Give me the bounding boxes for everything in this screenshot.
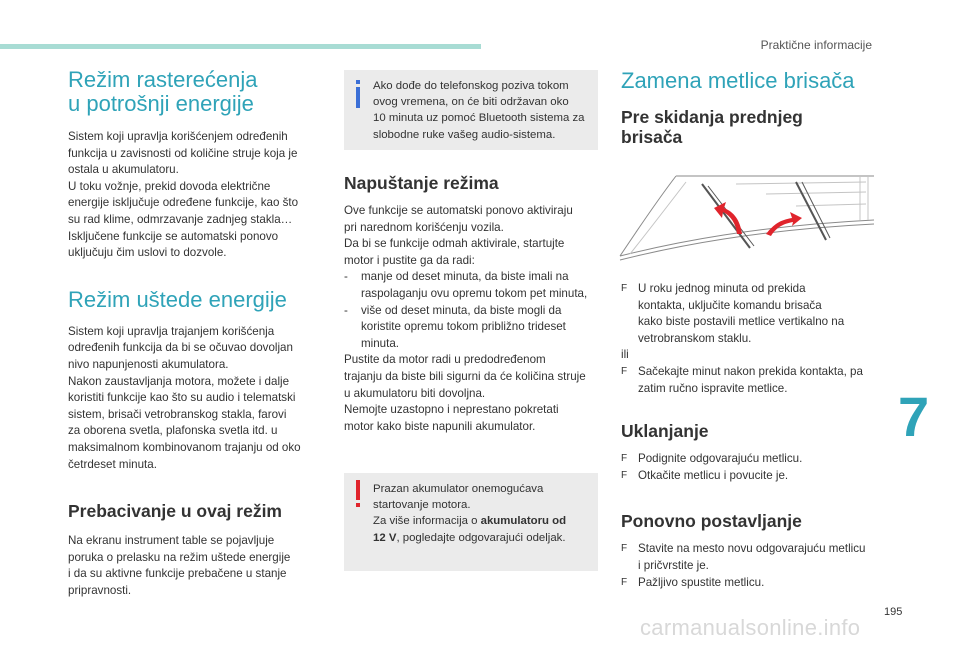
text-line: Isključene funkcije se automatski ponovo <box>68 229 279 243</box>
section-title: Praktične informacije <box>760 38 872 52</box>
warning-icon <box>354 480 362 508</box>
chapter-number: 7 <box>898 385 930 448</box>
heading-line: brisača <box>621 127 683 147</box>
text-line: ostala u akumulatoru. <box>68 163 179 177</box>
text-line: ovog vremena, on će biti održavan oko <box>373 96 569 109</box>
top-accent-bar <box>0 44 481 49</box>
text-line: motor kako biste napunili akumulator. <box>344 419 536 433</box>
heading-exit-mode: Napuštanje režima <box>344 173 499 193</box>
heading-load-reduction <box>68 68 318 116</box>
text-line: U toku vožnje, prekid dovoda električne <box>68 179 271 193</box>
dash-marker: - <box>344 303 348 317</box>
bullet-item <box>621 281 883 347</box>
bullet-marker: F <box>621 365 628 377</box>
text-line: uključuju čim uslovi to dozvole. <box>68 246 227 260</box>
text-line: pripravnosti. <box>68 583 132 597</box>
paragraph-energy-saving <box>68 324 318 473</box>
text-line: slobodne ruke vašeg audio-sistema. <box>373 128 556 141</box>
text-line: Na ekranu instrument table se pojavljuje <box>68 534 275 548</box>
text-line: Ove funkcije se automatski ponovo aktiviraju <box>344 204 573 217</box>
removal-list <box>621 451 883 484</box>
text-run: Za više informacija o <box>373 515 481 528</box>
text-line <box>373 530 590 546</box>
text-line: manje od deset minuta, da biste imali na <box>361 270 569 284</box>
text-line: U roku jednog minuta od prekida <box>638 282 806 295</box>
text-line: i pričvrstite je. <box>638 558 709 572</box>
column-left <box>68 68 318 599</box>
bullet-item <box>621 575 883 592</box>
column-middle <box>344 173 602 435</box>
text-line: nivo napunjenosti akumulatora. <box>68 357 229 371</box>
text-line: Sačekajte minut nakon prekida kontakta, pa <box>638 364 863 378</box>
text-line: četrdeset minuta. <box>68 457 157 471</box>
text-run: , pogledajte odgovarajući odeljak. <box>396 531 566 544</box>
heading-line: Režim rasterećenja <box>68 67 258 92</box>
text-line: pri narednom korišćenju vozila. <box>344 220 504 234</box>
heading-wiper-replacement: Zamena metlice brisača <box>621 68 855 93</box>
reinstall-list <box>621 541 883 591</box>
heading-before-removal <box>621 107 881 147</box>
text-line: Pažljivo spustite metlicu. <box>638 575 765 589</box>
bullet-item <box>621 541 883 574</box>
info-note-text <box>373 78 590 143</box>
info-icon <box>354 80 362 108</box>
text-line: i da su aktivne funkcije prebačene u stanje <box>68 567 287 581</box>
text-line: Prazan akumulator onemogućava <box>373 483 544 495</box>
watermark: carmanualsonline.info <box>640 615 861 640</box>
text-line: Podignite odgovarajuću metlicu. <box>638 452 803 466</box>
bullet-item <box>621 468 883 485</box>
text-line <box>373 513 590 529</box>
text-line: startovanje motora. <box>373 499 471 512</box>
text-line: Sistem koji upravlja korišćenjem određenih <box>68 130 288 143</box>
text-line: određenih funkcija da bi se očuvao dovoljan <box>68 341 293 355</box>
text-line: sistem, brisači vetrobranskog stakla, farovi <box>68 407 287 421</box>
dash-item <box>344 303 602 353</box>
text-run-bold: 12 V <box>373 531 397 544</box>
text-line: energije isključuje određene funkcije, kao što <box>68 196 299 210</box>
text-line: raspolaganju ovu opremu tokom pet minuta, <box>361 286 588 300</box>
text-line: minuta. <box>361 336 400 350</box>
bullet-marker: F <box>621 469 628 481</box>
paragraph-exit-mode <box>344 203 602 435</box>
info-note <box>344 70 598 150</box>
dash-item <box>344 269 602 302</box>
text-line: Da bi se funkcije odmah aktivirale, startujte <box>344 237 565 251</box>
paragraph-switching-mode <box>68 533 318 599</box>
text-line: su rad klime, odmrzavanje zadnjeg stakla… <box>68 212 293 226</box>
text-line: Stavite na mesto novu odgovarajuću metlicu <box>638 542 866 556</box>
text-line: Nakon zaustavljanja motora, možete i dalje <box>68 374 290 388</box>
text-line: koristite opremu tokom približno trideset <box>361 320 566 334</box>
text-line: maksimalnom kombinovanom trajanju od oko <box>68 440 301 454</box>
bullet-marker: F <box>621 543 628 555</box>
text-line: 10 minuta uz pomoć Bluetooth sistema za <box>373 112 585 125</box>
wiper-illustration <box>616 172 878 264</box>
wiper-blade-right <box>796 182 830 240</box>
heading-line: u potrošnji energije <box>68 91 254 116</box>
text-line: za oborena svetla, plafonska svetla itd. u <box>68 424 278 438</box>
text-line: Otkačite metlicu i povucite je. <box>638 468 789 482</box>
warning-note-text <box>373 481 590 546</box>
heading-switching-mode: Prebacivanje u ovaj režim <box>68 501 282 522</box>
text-line: motor i pustite ga da radi: <box>344 253 475 267</box>
bullet-marker: F <box>621 283 628 294</box>
heading-removal: Uklanjanje <box>621 421 709 442</box>
text-line: vetrobranskom staklu. <box>638 331 752 345</box>
text-line: kako biste postavili metlice vertikalno na <box>638 315 845 329</box>
heading-line: Pre skidanja prednjeg <box>621 107 803 127</box>
bullet-marker: F <box>621 453 628 465</box>
heading-reinstall: Ponovno postavljanje <box>621 511 802 532</box>
text-line: kontakta, uključite komandu brisača <box>638 298 822 312</box>
paragraph-load-reduction <box>68 129 318 262</box>
warning-note <box>344 473 598 571</box>
text-or: ili <box>621 348 629 362</box>
column-right-top <box>621 69 881 147</box>
page-number: 195 <box>884 606 903 618</box>
heading-energy-saving: Režim uštede energije <box>68 286 287 312</box>
column-right-bottom <box>621 281 883 591</box>
dash-marker: - <box>344 270 348 284</box>
text-line: Sistem koji upravlja trajanjem korišćenja <box>68 324 275 338</box>
text-run-bold: akumulatoru od <box>480 515 567 528</box>
text-line: zatim ručno ispravite metlice. <box>638 381 788 395</box>
text-line: u akumulatoru biti dovoljna. <box>344 386 486 400</box>
text-line: Ako dođe do telefonskog poziva tokom <box>373 80 569 92</box>
bullet-marker: F <box>621 576 628 588</box>
text-line: Pustite da motor radi u predodređenom <box>344 353 546 367</box>
bullet-item <box>621 451 883 468</box>
text-line: više od deset minuta, da biste mogli da <box>361 303 562 317</box>
text-line: poruka o prelasku na režim uštede energije <box>68 550 291 564</box>
text-line: koristiti funkcije kao što su audio i telematski <box>68 391 296 405</box>
text-line: funkcija u zavisnosti od količine struje koja je <box>68 146 298 160</box>
bullet-item <box>621 364 883 397</box>
text-line: trajanju da biste bili sigurni da će količina struje <box>344 369 586 383</box>
text-line: Nemojte uzastopno i neprestano pokretati <box>344 403 559 417</box>
